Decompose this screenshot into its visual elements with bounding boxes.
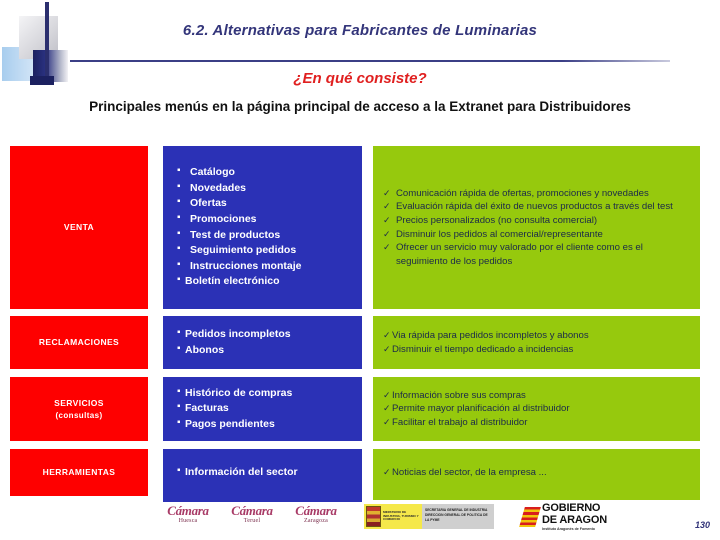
ministerio-gray-line1: SECRETARIA GENERAL DE INDUSTRIA xyxy=(425,508,488,512)
category-cell xyxy=(10,377,148,441)
camara-logo-city: Teruel xyxy=(243,518,261,524)
list-item: ✓ Precios personalizados (no consulta comercial) xyxy=(383,214,692,228)
category-label: HERRAMIENTAS xyxy=(42,467,116,478)
list-item: ✓ Evaluación rápida del éxito de nuevos productos a través del test xyxy=(383,200,692,214)
aragon-flag-bars-icon xyxy=(519,507,541,527)
menu-list xyxy=(177,165,362,289)
aragon-line2: DE ARAGON xyxy=(542,513,608,526)
menu-items-cell xyxy=(163,449,362,496)
list-item: ▪ Abonos xyxy=(177,343,362,359)
category-sublabel: (consultas) xyxy=(55,410,103,420)
camara-logo-city: Zaragoza xyxy=(304,518,328,524)
page-number: 130 xyxy=(694,520,710,530)
aragon-logo-text xyxy=(542,503,607,532)
list-item: ✓ Comunicación rápida de ofertas, promociones y novedades xyxy=(383,187,692,201)
category-cell xyxy=(10,316,148,369)
sponsor-logos xyxy=(160,501,608,531)
section-subtitle: ¿En qué consiste? xyxy=(293,70,427,87)
list-item: ▪ Seguimiento pedidos xyxy=(177,243,362,259)
list-item: ▪ Histórico de compras xyxy=(177,386,362,402)
list-item: ▪ Promociones xyxy=(177,212,362,228)
benefits-list xyxy=(383,329,692,356)
benefits-cell xyxy=(373,146,700,309)
aragon-line1: GOBIERNO xyxy=(542,501,601,514)
deco-gray-block xyxy=(19,16,58,59)
list-item: ✓ Información sobre sus compras xyxy=(383,389,692,403)
list-item: ▪ Facturas xyxy=(177,401,362,417)
gobierno-de-aragon-logo xyxy=(522,501,608,531)
table-row xyxy=(0,377,720,441)
menu-list xyxy=(177,465,362,481)
ministerio-gray-panel xyxy=(422,504,494,529)
table-row xyxy=(0,146,720,309)
ministerio-label: MINISTERIO DE INDUSTRIA, TURISMO Y COMERCIO xyxy=(383,509,419,522)
category-label: VENTA xyxy=(63,222,95,233)
camara-logo-city: Huesca xyxy=(178,518,198,524)
table-row xyxy=(0,449,720,496)
ministerio-gray-line2: DIRECCION GENERAL DE POLITICA DE LA PYME xyxy=(425,512,488,522)
list-item: ✓ Facilitar el trabajo al distribuidor xyxy=(383,416,692,430)
category-cell xyxy=(10,449,148,496)
list-item: ✓ Via rápida para pedidos incompletos y abonos xyxy=(383,329,692,343)
list-item: ✓ Permite mayor planificación al distribuidor xyxy=(383,402,692,416)
page-title: 6.2. Alternativas para Fabricantes de Luminarias xyxy=(182,22,538,39)
footer-green-bar xyxy=(373,496,700,500)
list-item: ▪ Test de productos xyxy=(177,228,362,244)
list-item: ✓ Disminuir el tiempo dedicado a incidencias xyxy=(383,343,692,357)
aragon-line3: Instituto Aragonés de Fomento xyxy=(542,526,595,531)
list-item: ▪ Ofertas xyxy=(177,196,362,212)
list-item: ▪ Novedades xyxy=(177,181,362,197)
ministerio-yellow-panel xyxy=(364,504,422,529)
spain-coat-of-arms-icon xyxy=(366,506,381,527)
category-cell xyxy=(10,146,148,309)
table-row xyxy=(0,316,720,369)
benefits-list xyxy=(383,187,692,269)
list-item: ▪ Pedidos incompletos xyxy=(177,327,362,343)
list-item: ▪ Boletín electrónico xyxy=(177,274,362,290)
title-divider xyxy=(70,60,670,62)
ministerio-logo xyxy=(364,504,494,529)
list-item: ✓ Noticias del sector, de la empresa ... xyxy=(383,466,692,480)
camara-teruel-logo xyxy=(224,504,280,524)
menus-matrix xyxy=(0,146,720,496)
camara-logo-word: Cámara xyxy=(167,503,209,518)
camara-zaragoza-logo xyxy=(288,504,344,524)
benefits-list xyxy=(383,466,692,480)
camara-huesca-logo xyxy=(160,504,216,524)
menu-list xyxy=(177,386,362,433)
benefits-cell xyxy=(373,377,700,441)
menu-items-cell xyxy=(163,377,362,441)
menu-items-cell xyxy=(163,146,362,309)
benefits-list xyxy=(383,389,692,430)
list-item: ▪ Pagos pendientes xyxy=(177,417,362,433)
benefits-cell xyxy=(373,449,700,496)
list-item: ✓ Ofrecer un servicio muy valorado por el cliente como es el seguimiento de los pedidos xyxy=(383,241,692,268)
footer-blue-bar xyxy=(163,496,362,502)
footer xyxy=(0,496,720,540)
menu-items-cell xyxy=(163,316,362,369)
benefits-cell xyxy=(373,316,700,369)
list-item: ▪ Instrucciones montaje xyxy=(177,259,362,275)
camara-logo-word: Cámara xyxy=(295,503,337,518)
list-item: ▪ Catálogo xyxy=(177,165,362,181)
list-item: ▪ Información del sector xyxy=(177,465,362,481)
list-item: ✓ Disminuir los pedidos al comercial/representante xyxy=(383,228,692,242)
lead-paragraph: Principales menús en la página principal de acceso a la Extranet para Distribuidores xyxy=(89,99,631,114)
camara-logo-word: Cámara xyxy=(231,503,273,518)
menu-list xyxy=(177,327,362,358)
category-label: SERVICIOS xyxy=(54,397,104,408)
category-label: RECLAMACIONES xyxy=(38,337,120,348)
